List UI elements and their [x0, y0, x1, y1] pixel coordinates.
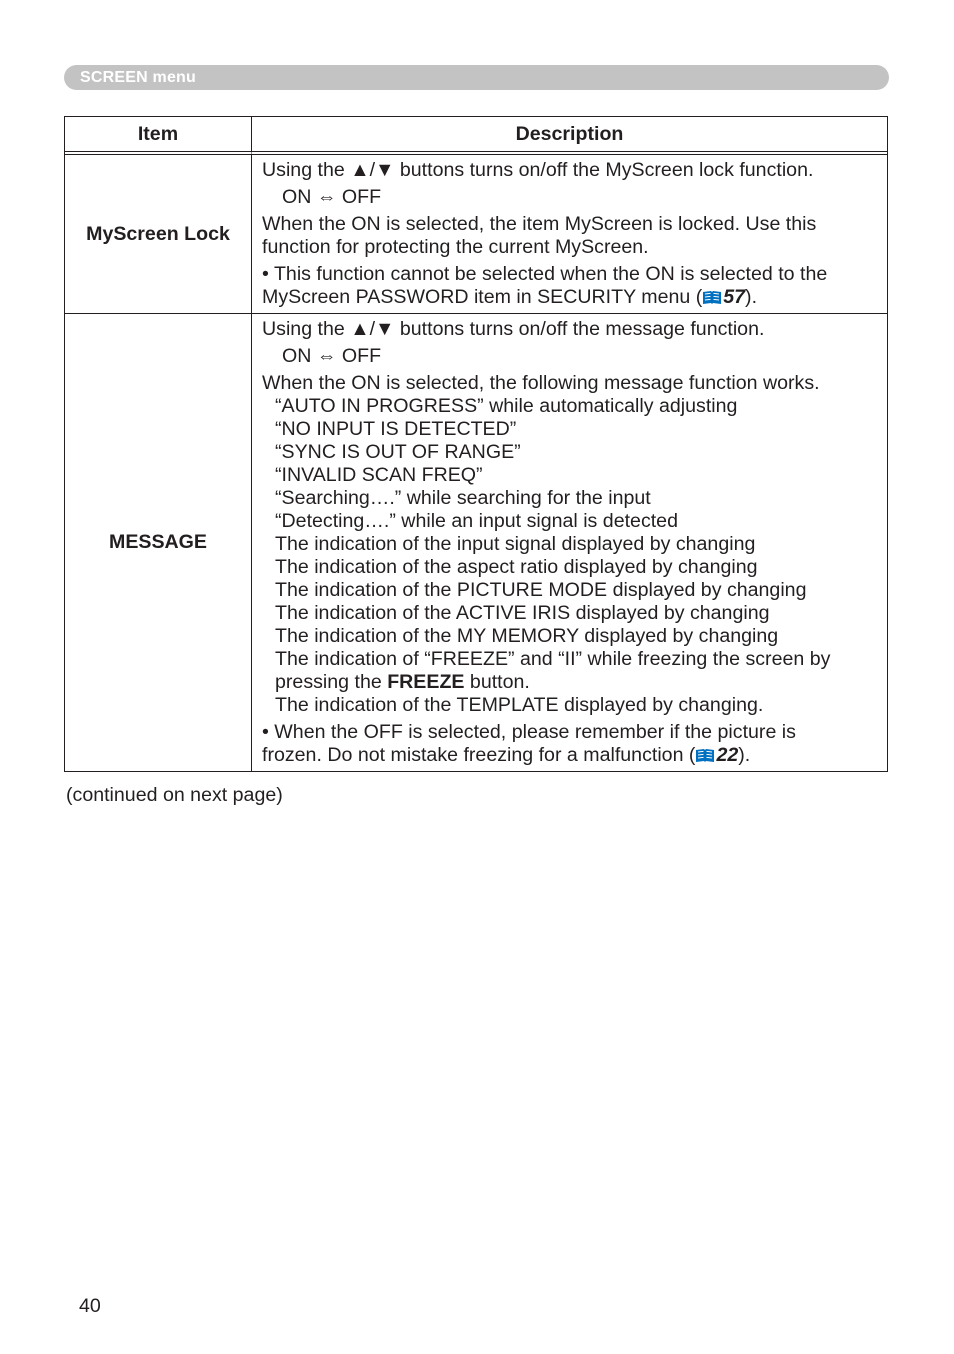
list-item: “Searching….” while searching for the input [275, 487, 651, 509]
page-reference[interactable]: 22 [716, 744, 739, 766]
desc-line: When the ON is selected, the item MyScreen is locked. Use this [262, 213, 817, 235]
desc-line [262, 286, 877, 309]
desc-line: • When the OFF is selected, please remember if the picture is [262, 721, 796, 743]
table-row [65, 314, 887, 771]
description-myscreen-lock [252, 155, 887, 314]
menu-table [64, 116, 888, 772]
section-header-bar [64, 65, 889, 90]
desc-text: ). [745, 286, 758, 308]
list-item: “AUTO IN PROGRESS” while automatically adjusting [275, 395, 738, 417]
continued-note: (continued on next page) [66, 784, 283, 806]
desc-text: pressing the [275, 671, 388, 693]
desc-line [262, 744, 877, 767]
list-item: The indication of the PICTURE MODE displayed by changing [275, 579, 807, 601]
page-number: 40 [79, 1295, 101, 1317]
item-message: MESSAGE [65, 314, 252, 771]
desc-line: • This function cannot be selected when the ON is selected to the [262, 263, 828, 285]
list-item: The indication of the input signal displayed by changing [275, 533, 756, 555]
table-row [65, 155, 887, 314]
desc-line: Using the ▲/▼ buttons turns on/off the MyScreen lock function. [262, 159, 814, 181]
desc-text: ). [738, 744, 751, 766]
list-item: The indication of the aspect ratio displayed by changing [275, 556, 758, 578]
list-item: “INVALID SCAN FREQ” [275, 464, 483, 486]
description-message [252, 314, 887, 771]
table-header-row [65, 117, 887, 155]
item-myscreen-lock: MyScreen Lock [65, 155, 252, 314]
desc-line: Using the ▲/▼ buttons turns on/off the message function. [262, 318, 765, 340]
desc-text: button. [464, 671, 530, 693]
column-header-description: Description [252, 117, 887, 155]
desc-text: MyScreen PASSWORD item in SECURITY menu ( [262, 286, 703, 308]
on-off-toggle-text: ON ⇔ OFF [282, 345, 382, 367]
page-reference[interactable]: 57 [723, 286, 746, 308]
desc-line: function for protecting the current MyScreen. [262, 236, 649, 258]
list-item: “SYNC IS OUT OF RANGE” [275, 441, 521, 463]
freeze-button-name: FREEZE [387, 671, 465, 693]
message-list [262, 395, 877, 671]
desc-text: frozen. Do not mistake freezing for a malfunction ( [262, 744, 696, 766]
list-item: “NO INPUT IS DETECTED” [275, 418, 517, 440]
list-item: The indication of the ACTIVE IRIS displayed by changing [275, 602, 770, 624]
list-item: “Detecting….” while an input signal is detected [275, 510, 678, 532]
list-item: The indication of “FREEZE” and “II” while freezing the screen by [275, 648, 831, 670]
list-item: The indication of the TEMPLATE displayed by changing. [275, 694, 764, 716]
list-item [262, 671, 877, 694]
book-icon [695, 748, 715, 763]
list-item: The indication of the MY MEMORY displayed by changing [275, 625, 779, 647]
section-label: SCREEN menu [80, 69, 196, 86]
column-header-item: Item [65, 117, 252, 155]
desc-line: When the ON is selected, the following message function works. [262, 372, 820, 394]
on-off-toggle-text: ON ⇔ OFF [282, 186, 382, 208]
book-icon [702, 290, 722, 305]
